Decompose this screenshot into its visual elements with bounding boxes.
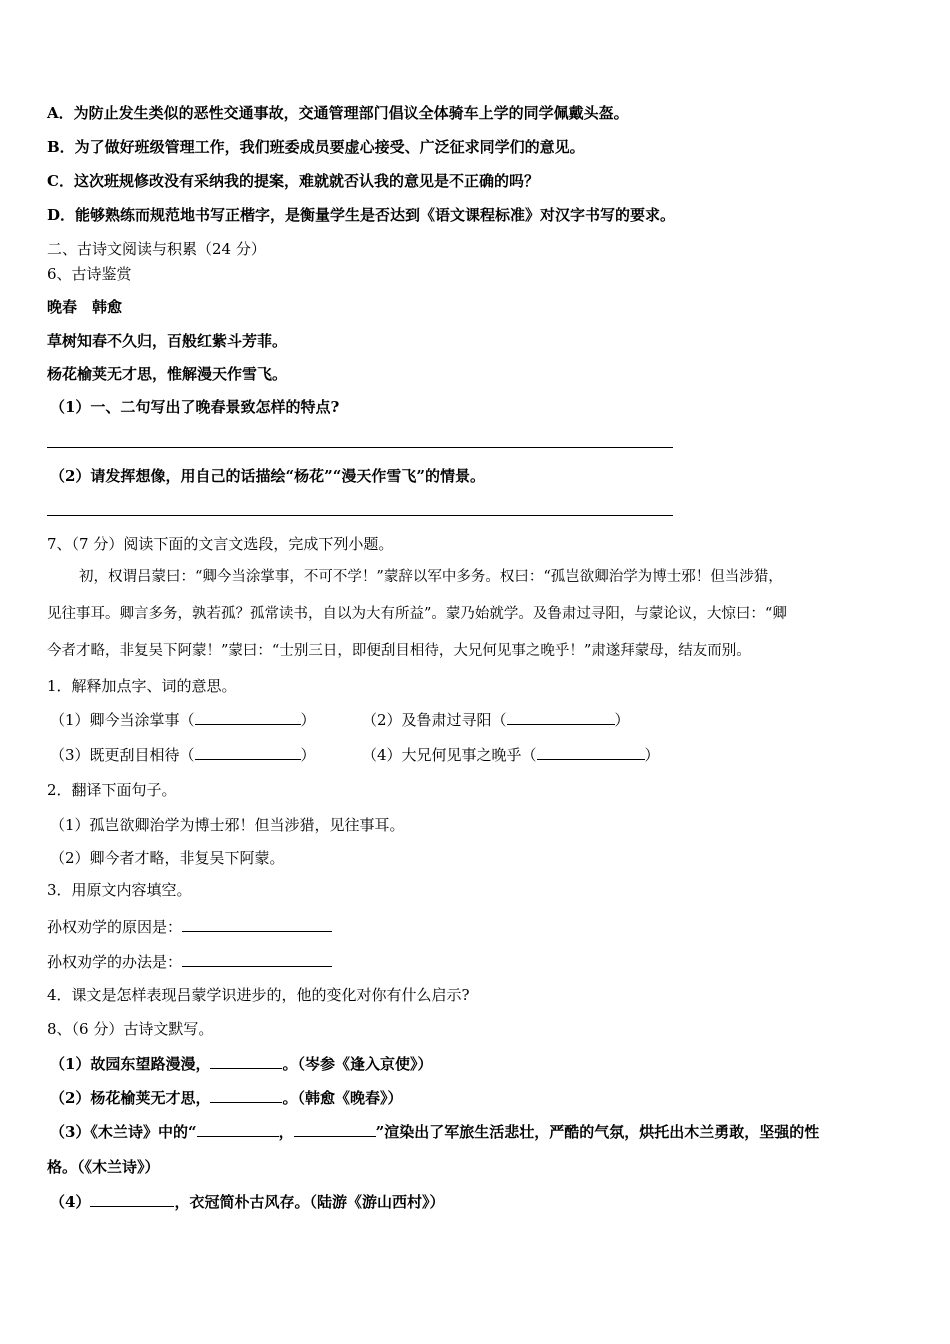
q7-2-item-1: （1）孤岂欲卿治学为博士邪！但当涉猎，见往事耳。	[50, 816, 405, 834]
q7-1-item-4-text: （4）大兄何见事之晚乎（	[362, 746, 537, 764]
q7-title: 7、（7 分）阅读下面的文言文选段，完成下列小题。	[47, 535, 394, 553]
q7-1-title: 1．解释加点字、词的意思。	[47, 677, 237, 695]
fill-blank[interactable]	[182, 951, 332, 967]
q7-3-item-1: 孙权劝学的原因是：	[47, 916, 332, 937]
q7-1-item-4: （4）大兄何见事之晚乎（ ）	[362, 746, 660, 764]
passage-line-2: 见往事耳。卿言多务，孰若孤？孤常读书，自以为大有所益”。蒙乃始就学。及鲁肃过寻阳，与蒙论议，大惊曰：“卿	[47, 606, 787, 622]
q7-3-title: 3．用原文内容填空。	[47, 881, 192, 899]
answer-line-2	[47, 515, 673, 516]
q7-3-item-2: 孙权劝学的办法是：	[47, 951, 332, 972]
poem-line-2: 杨花榆荚无才思，惟解漫天作雪飞。	[47, 365, 288, 383]
q7-4-title: 4．课文是怎样表现吕蒙学识进步的，他的变化对你有什么启示?	[47, 986, 470, 1004]
q7-1-item-1: （1）卿今当涂掌事（ ）	[50, 711, 316, 729]
fill-blank[interactable]	[537, 744, 645, 760]
answer-line-1	[47, 447, 673, 448]
fill-blank[interactable]	[182, 916, 332, 932]
fill-blank[interactable]	[210, 1087, 282, 1103]
fill-blank[interactable]	[210, 1053, 282, 1069]
q8-item-3: （3）《木兰诗》中的“ ， ”渲染出了军旅生活悲壮，严酷的气氛，烘托出木兰勇敢，坚强的性	[50, 1123, 820, 1141]
q7-1-item-1-text: （1）卿今当涂掌事（	[50, 711, 195, 729]
poem-line-1: 草树知春不久归，百般红紫斗芳菲。	[47, 332, 288, 350]
q6-sub-1: （1）一、二句写出了晚春景致怎样的特点?	[50, 398, 340, 416]
fill-blank[interactable]	[197, 1121, 279, 1137]
option-d: D．能够熟练而规范地书写正楷字，是衡量学生是否达到《语文课程标准》对汉字书写的要求。	[47, 206, 676, 224]
fill-blank[interactable]	[195, 709, 301, 725]
option-c: C．这次班规修改没有采纳我的提案，难就就否认我的意见是不正确的吗？	[47, 172, 539, 190]
q7-1-item-2: （2）及鲁肃过寻阳（ ）	[362, 711, 630, 729]
q7-1-item-2-text: （2）及鲁肃过寻阳（	[362, 711, 507, 729]
q8-title: 8、（6 分）古诗文默写。	[47, 1020, 214, 1038]
passage-line-3: 今者才略，非复吴下阿蒙！”蒙曰：“士别三日，即便刮目相待，大兄何见事之晚乎！”肃遂拜蒙母，结友而别。	[47, 643, 751, 659]
poem-title: 晚春 韩愈	[47, 298, 123, 316]
q8-item-4: （4） ，衣冠简朴古风存。（陆游《游山西村》）	[50, 1193, 445, 1211]
q7-1-item-3: （3）既更刮目相待（ ）	[50, 746, 316, 764]
q7-2-title: 2．翻译下面句子。	[47, 781, 177, 799]
fill-blank[interactable]	[195, 744, 301, 760]
q8-item-2: （2）杨花榆荚无才思， 。（韩愈《晚春》）	[50, 1089, 403, 1107]
section-heading: 二、古诗文阅读与积累（24 分）	[47, 240, 266, 258]
passage-line-1: 初，权谓吕蒙曰：“卿今当涂掌事，不可不学！”蒙辞以军中多务。权曰：“孤岂欲卿治学为博士邪！但当涉猎，	[79, 569, 783, 585]
q7-2-item-2: （2）卿今者才略，非复吴下阿蒙。	[50, 849, 285, 867]
q8-item-1: （1）故园东望路漫漫， 。（岑参《逢入京使》）	[50, 1055, 433, 1073]
fill-blank[interactable]	[294, 1121, 376, 1137]
fill-blank[interactable]	[507, 709, 615, 725]
q8-item-3-cont: 格。（《木兰诗》）	[47, 1158, 160, 1176]
q7-1-item-3-text: （3）既更刮目相待（	[50, 746, 195, 764]
fill-blank[interactable]	[90, 1191, 174, 1207]
q6-sub-2: （2）请发挥想像，用自己的话描绘“杨花”“漫天作雪飞”的情景。	[50, 467, 485, 485]
q6-title: 6、古诗鉴赏	[47, 265, 132, 283]
option-b: B．为了做好班级管理工作，我们班委成员要虚心接受、广泛征求同学们的意见。	[47, 138, 585, 156]
option-a: A．为防止发生类似的恶性交通事故，交通管理部门倡议全体骑车上学的同学佩戴头盔。	[47, 104, 629, 122]
